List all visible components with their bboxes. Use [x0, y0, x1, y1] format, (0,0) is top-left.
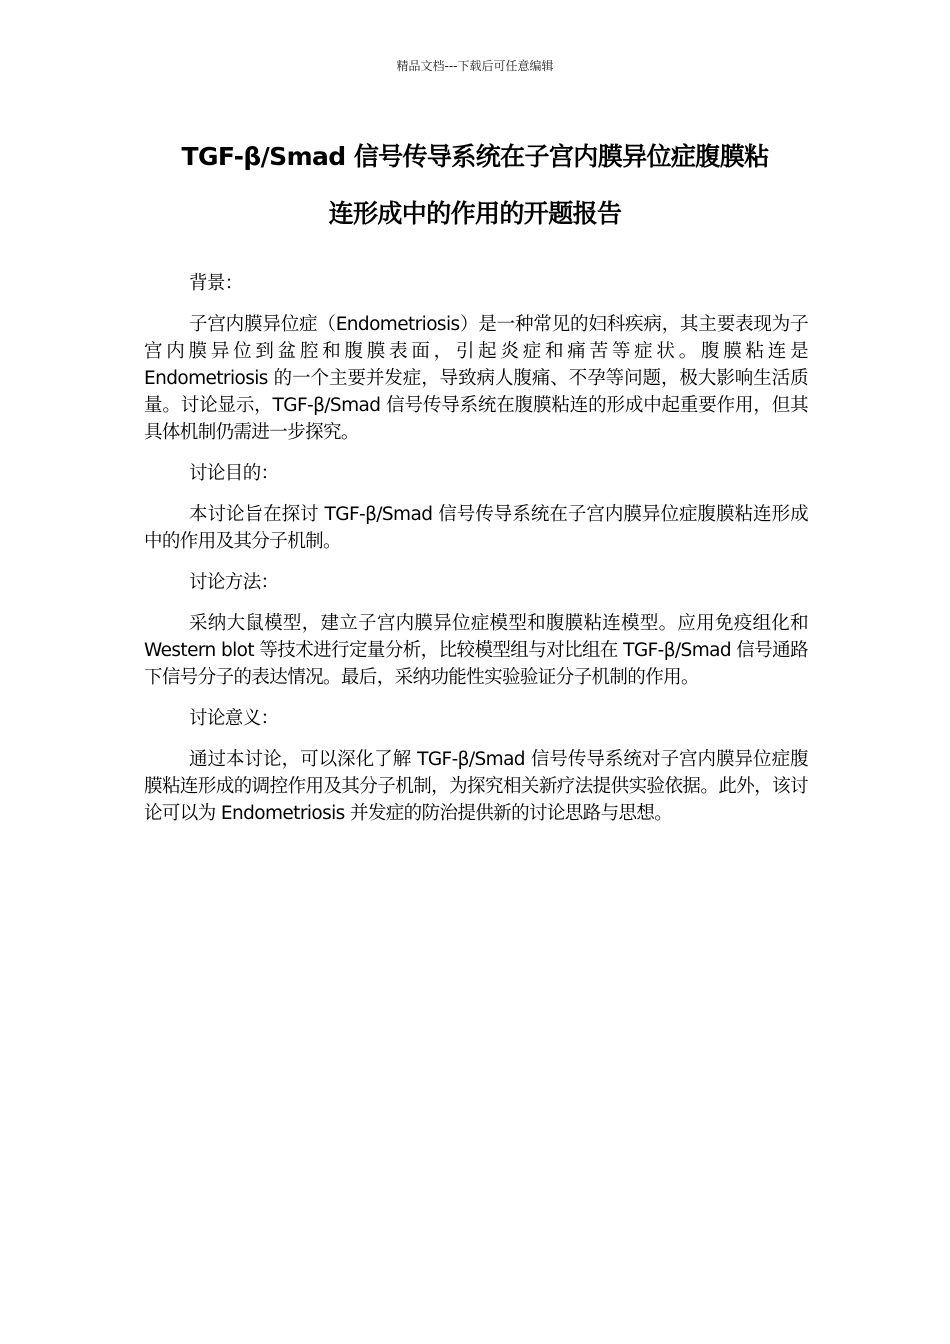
title-line-1: TGF-β/Smad 信号传导系统在子宫内膜异位症腹膜粘 — [181, 142, 769, 171]
section-paragraph-objective: 本讨论旨在探讨 TGF-β/Smad 信号传导系统在子宫内膜异位症腹膜粘连形成中的作用及其分子机制。 — [144, 504, 808, 552]
section-paragraph-background: 子宫内膜异位症（Endometriosis）是一种常见的妇科疾病，其主要表现为子宫内膜异位到盆腔和腹膜表面，引起炎症和痛苦等症状。腹膜粘连是 Endometriosis 的一个主要并发症，导致病人腹痛、不孕等问题，极大影响生活质量。讨论显示，TGF-β/Smad 信号传导系统在腹膜粘连的形成中起重要作用，但其具体机制仍需进一步探究。 — [144, 314, 808, 443]
section-paragraph-significance: 通过本讨论，可以深化了解 TGF-β/Smad 信号传导系统对子宫内膜异位症腹膜粘连形成的调控作用及其分子机制，为探究相关新疗法提供实验依据。此外，该讨论可以为 Endometriosis 并发症的防治提供新的讨论思路与思想。 — [144, 749, 808, 824]
section-heading-methods: 讨论方法： — [189, 572, 279, 593]
document-body — [144, 270, 808, 841]
section-heading-background: 背景： — [189, 273, 243, 294]
page-header: 精品文档---下载后可任意编辑 — [396, 59, 554, 73]
title-line-2: 连形成中的作用的开题报告 — [328, 199, 622, 228]
section-heading-objective: 讨论目的： — [189, 463, 279, 484]
section-heading-significance: 讨论意义： — [189, 708, 279, 729]
document-title — [125, 128, 825, 242]
section-paragraph-methods: 采纳大鼠模型，建立子宫内膜异位症模型和腹膜粘连模型。应用免疫组化和 Western blot 等技术进行定量分析，比较模型组与对比组在 TGF-β/Smad 信号通路下信号分子的表达情况。最后，采纳功能性实验验证分子机制的作用。 — [144, 613, 808, 688]
